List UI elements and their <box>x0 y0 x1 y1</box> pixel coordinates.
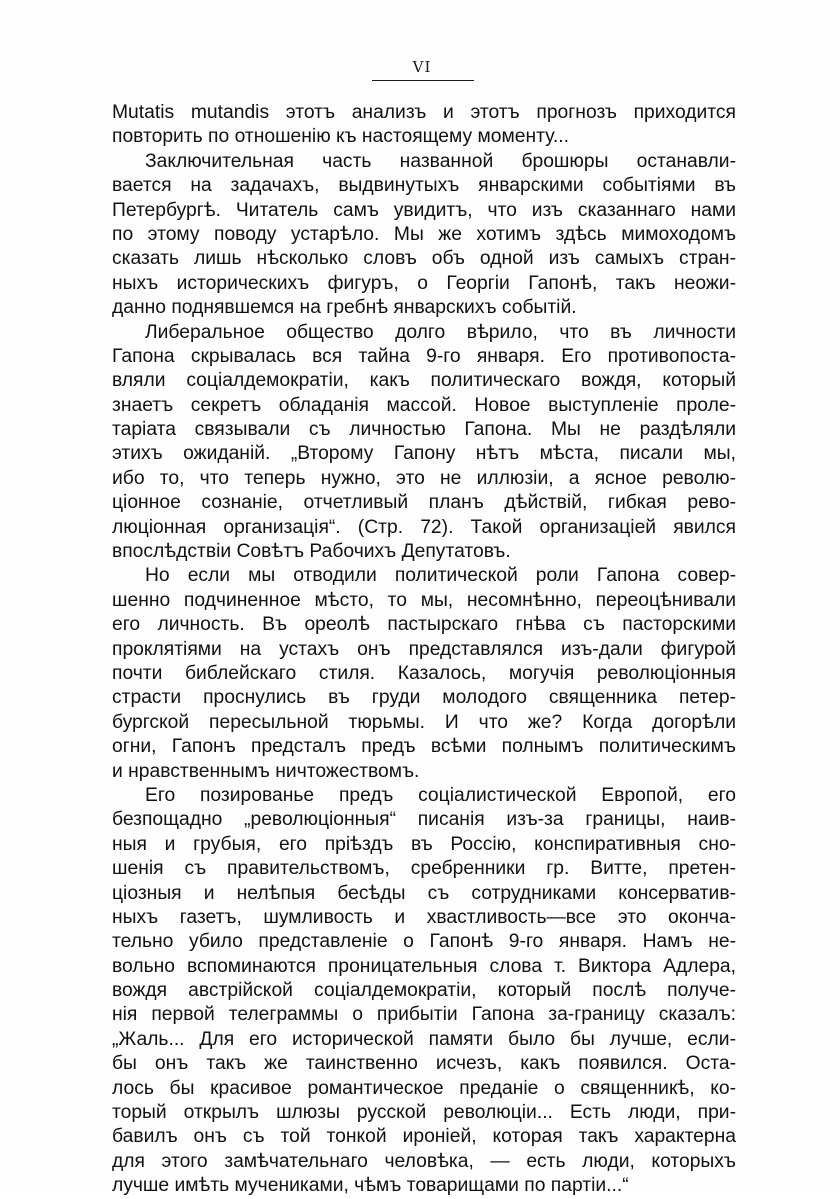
text-line: Mutatis mutandis этотъ анализъ и этотъ прогнозъ приходится <box>112 102 736 123</box>
text-line: Либеральное общество долго вѣрило, что въ личности <box>145 321 736 343</box>
text-line: его личность. Въ ореолѣ пастырскаго гнѣва съ пасторскими <box>112 614 736 636</box>
text-line: страсти проснулись въ груди молодого священника петер- <box>112 687 736 709</box>
text-line: ціонное сознаніе, отчетливый планъ дѣйствій, гибкая рево- <box>112 492 736 514</box>
text-line: и нравственнымъ ничтожествомъ. <box>112 760 420 782</box>
text-line: ныхъ историческихъ фигуръ, о Георгіи Гапонѣ, такъ неожи- <box>112 272 736 294</box>
header-rule <box>372 80 474 81</box>
text-line: безпощадно „революціонныя“ писанія изъ-за границы, наив- <box>112 809 736 831</box>
text-line: шенно подчиненное мѣсто, то мы, несомнѣнно, переоцѣнивали <box>112 589 736 611</box>
text-line: таріата связывали съ личностью Гапона. Мы не раздѣляли <box>112 419 736 441</box>
text-line: Петербургѣ. Читатель самъ увидитъ, что изъ сказаннаго нами <box>112 199 736 221</box>
text-line: почти библейскаго стиля. Казалось, могучія революціонныя <box>112 662 736 684</box>
text-line: вольно вспоминаются проницательныя слова т. Виктора Адлера, <box>112 955 736 977</box>
text-line: Его позированье предъ соціалистической Европой, его <box>145 784 736 806</box>
text-line: нія первой телеграммы о прибытіи Гапона за-границу сказалъ: <box>112 1004 736 1026</box>
text-line: „Жаль... Для его исторической памяти было бы лучше, если- <box>112 1028 736 1050</box>
text-line: огни, Гапонъ предсталъ предъ всѣми полнымъ политическимъ <box>112 736 736 758</box>
text-line: сказать лишь нѣсколько словъ объ одной изъ самыхъ стран- <box>112 248 736 270</box>
text-line: знаетъ секретъ обладанія массой. Новое выступленіе проле- <box>112 394 736 416</box>
paragraph <box>112 321 736 565</box>
text-line: бавилъ онъ съ той тонкой ироніей, которая такъ характерна <box>112 1126 736 1148</box>
page-number: VI <box>412 58 432 76</box>
text-line: ныхъ газетъ, шумливость и хвастливость—все это оконча- <box>112 906 736 928</box>
text-line: тельно убило представленіе о Гапонѣ 9-го января. Намъ не- <box>112 931 736 953</box>
paragraph <box>112 564 736 784</box>
text-line: люціонная организація“. (Стр. 72). Такой организаціей явился <box>112 516 736 538</box>
text-line: Заключительная часть названной брошюры останавли- <box>145 150 736 172</box>
text-line: торый открылъ шлюзы русской революціи... Есть люди, при- <box>112 1102 736 1124</box>
text-line: вождя австрійской соціалдемократіи, который послѣ получе- <box>112 980 736 1002</box>
paragraph <box>112 150 736 321</box>
text-line: Гапона скрывалась вся тайна 9-го января. Его противопоста- <box>112 345 736 367</box>
text-line: по этому поводу устарѣло. Мы же хотимъ здѣсь мимоходомъ <box>112 223 736 245</box>
text-line: бы онъ такъ же таинственно исчезъ, какъ появился. Оста- <box>112 1053 736 1075</box>
text-line: вляли соціалдемократіи, какъ политическаго вождя, который <box>112 370 736 392</box>
paragraph <box>112 784 736 1199</box>
text-line: этихъ ожиданій. „Второму Гапону нѣтъ мѣста, писали мы, <box>112 443 736 465</box>
text-line: впослѣдствіи Совѣтъ Рабочихъ Депутатовъ. <box>112 541 511 563</box>
text-line: ныя и грубыя, его пріѣздъ въ Россію, конспиративныя сно- <box>112 833 736 855</box>
text-line: вается на задачахъ, выдвинутыхъ январскими событіями въ <box>112 175 736 197</box>
text-line: лось бы красивое романтическое преданіе о священникѣ, ко- <box>112 1077 736 1099</box>
text-line: бургской пересыльной тюрьмы. И что же? Когда догорѣли <box>112 711 736 733</box>
text-line: данно поднявшемся на гребнѣ январскихъ событій. <box>112 297 577 319</box>
text-line: ціозныя и нелѣпыя бесѣды съ сотрудниками консерватив- <box>112 882 736 904</box>
text-line: лучше имѣть мучениками, чѣмъ товарищами по партіи...“ <box>112 1175 629 1197</box>
text-line: шенія съ правительствомъ, сребренники гр. Витте, претен- <box>112 858 736 880</box>
text-line: Но если мы отводили политической роли Гапона совер- <box>145 565 736 587</box>
text-line: ибо то, что теперь нужно, это не иллюзіи, а ясное револю- <box>112 467 736 489</box>
paragraph <box>112 101 736 150</box>
text-line: повторить по отношенію къ настоящему моменту... <box>112 126 569 148</box>
body-text <box>112 101 736 1199</box>
text-line: проклятіями на устахъ онъ представлялся изъ-дали фигурой <box>112 638 736 660</box>
text-line: для этого замѣчательнаго человѣка, — есть люди, которыхъ <box>112 1150 736 1172</box>
